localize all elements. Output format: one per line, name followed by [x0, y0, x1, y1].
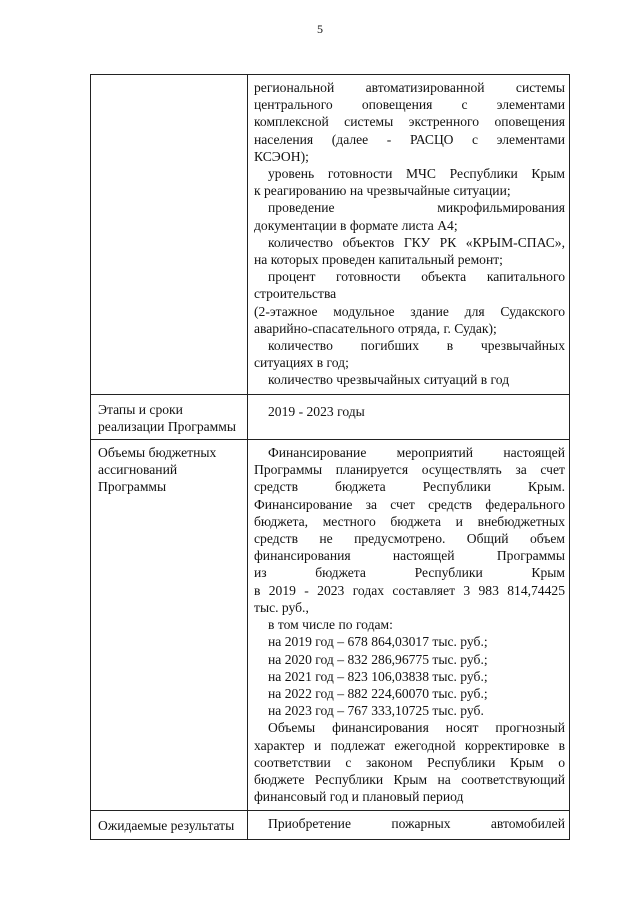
funding-note-line: соответствии с законом Республики Крым о	[254, 754, 565, 770]
indicator-item: к реагированию на чрезвычайные ситуации;	[254, 183, 511, 199]
funding-text-line: Финансирование за счет средств федерального	[254, 496, 565, 512]
funding-text-line: Программы планируется осуществлять за счет	[254, 462, 565, 478]
page-number: 5	[317, 22, 323, 36]
funding-text-line: Финансирование мероприятий настоящей	[268, 445, 565, 461]
indicator-item: ситуациях в год;	[254, 355, 349, 371]
results-label: Ожидаемые результаты	[91, 811, 248, 839]
indicator-item: уровень готовности МЧС Республики Крым	[268, 166, 565, 182]
terms-value: 2019 - 2023 годы	[268, 403, 365, 419]
funding-text-line: тыс. руб.,	[254, 599, 309, 615]
indicators-value-cell	[248, 75, 570, 395]
funding-note-line: характер и подлежат ежегодной корректировке в	[254, 737, 565, 753]
funding-text-line: средств бюджета Республики Крым.	[254, 479, 565, 495]
funding-row	[91, 440, 570, 811]
results-value: Приобретение пожарных автомобилей	[268, 816, 565, 832]
program-passport-table	[90, 74, 570, 840]
indicator-item: (2-этажное модульное здание для Судакского	[254, 303, 565, 319]
funding-note-line: Объемы финансирования носят прогнозный	[268, 720, 565, 736]
indicator-item: на которых проведен капитальный ремонт;	[254, 252, 503, 268]
terms-value-cell	[248, 394, 570, 439]
funding-note-line: финансовый год и плановый период	[254, 789, 464, 805]
year-amount: на 2023 год – 767 333,10725 тыс. руб.	[268, 703, 484, 719]
indicator-text-line: комплексной системы экстренного оповещения	[254, 114, 565, 130]
indicator-text-line: населения (далее - РАСЦО с элементами	[254, 131, 565, 147]
indicator-item: документации в формате листа А4;	[254, 217, 458, 233]
funding-text-line: финансирования настоящей Программы	[254, 548, 565, 564]
year-amount: на 2020 год – 832 286,96775 тыс. руб.;	[268, 651, 488, 667]
indicator-text-line: центрального оповещения с элементами	[254, 97, 565, 113]
indicator-item: количество погибших в чрезвычайных	[268, 338, 565, 354]
indicators-row	[91, 75, 570, 395]
indicator-text-line: КСЭОН);	[254, 148, 309, 164]
indicator-item: количество чрезвычайных ситуаций в год	[268, 372, 510, 388]
year-amount: на 2021 год – 823 106,03838 тыс. руб.;	[268, 668, 488, 684]
funding-text-line: средств не предусмотрено. Общий объем	[254, 531, 565, 547]
indicator-item: проведение микрофильмирования	[268, 200, 565, 216]
indicators-label-cell	[91, 75, 248, 395]
funding-text-line: в 2019 - 2023 годах составляет 3 983 814,74425	[254, 582, 565, 598]
indicator-text-line: региональной автоматизированной системы	[254, 80, 565, 95]
indicator-item: процент готовности объекта капитального	[268, 269, 565, 285]
results-value-cell	[248, 811, 570, 839]
year-amount: на 2019 год – 678 864,03017 тыс. руб.;	[268, 634, 488, 650]
terms-label: Этапы и сроки реализации Программы	[91, 394, 248, 439]
funding-text-line: бюджета, местного бюджета и внебюджетных	[254, 513, 565, 529]
funding-label: Объемы бюджетных ассигнований Программы	[91, 440, 248, 811]
indicator-item: аварийно-спасательного отряда, г. Судак);	[254, 320, 497, 336]
funding-value-cell	[248, 440, 570, 811]
year-amount: на 2022 год – 882 224,60070 тыс. руб.;	[268, 685, 488, 701]
funding-text-line: из бюджета Республики Крым	[254, 565, 565, 581]
funding-note-line: бюджете Республики Крым на соответствующий	[254, 771, 565, 787]
results-row	[91, 811, 570, 839]
terms-row	[91, 394, 570, 439]
by-year-heading: в том числе по годам:	[268, 617, 393, 633]
indicator-item: строительства	[254, 286, 337, 302]
indicator-item: количество объектов ГКУ РК «КРЫМ-СПАС»,	[268, 234, 565, 250]
